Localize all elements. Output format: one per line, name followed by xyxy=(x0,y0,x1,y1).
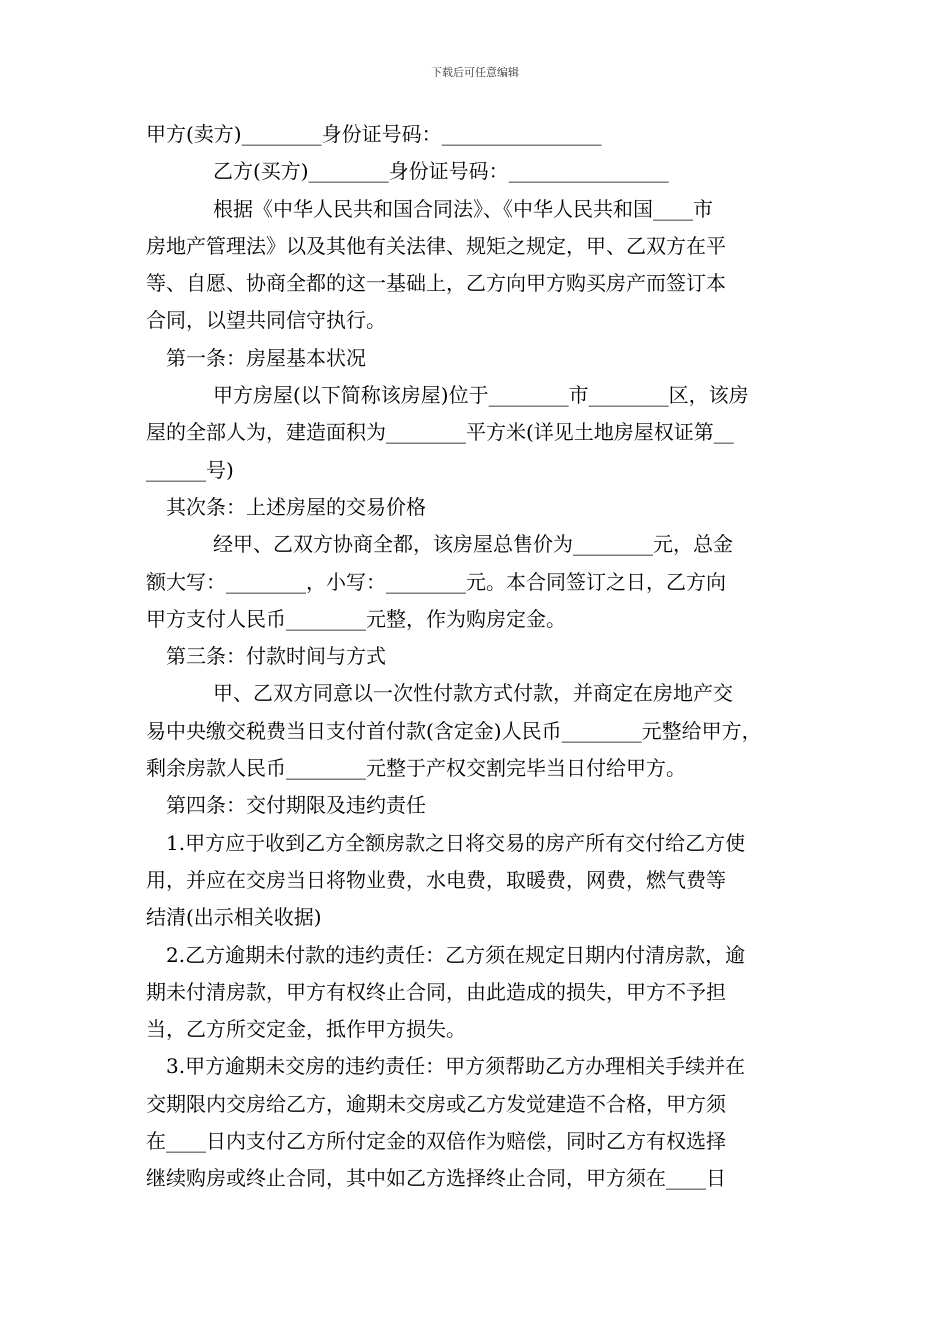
text-line: 甲方支付人民币________元整，作为购房定金。 xyxy=(146,606,566,631)
text-line: 乙方(买方)________身份证号码：________________ xyxy=(213,159,669,184)
text-line: 交期限内交房给乙方，逾期未交房或乙方发觉建造不合格，甲方须 xyxy=(146,1091,726,1116)
text-line: 合同，以望共同信守执行。 xyxy=(146,308,386,333)
text-line: 剩余房款人民币________元整于产权交割完毕当日付给甲方。 xyxy=(146,756,686,781)
text-line: 2.乙方逾期未付款的违约责任：乙方须在规定日期内付清房款，逾 xyxy=(166,942,746,967)
text-line: 用，并应在交房当日将物业费，水电费，取暖费，网费，燃气费等 xyxy=(146,867,726,892)
text-line: 额大写：________，小写：________元。本合同签订之日，乙方向 xyxy=(146,569,726,594)
text-line: 其次条：上述房屋的交易价格 xyxy=(166,494,426,519)
text-line: 继续购房或终止合同，其中如乙方选择终止合同，甲方须在____日 xyxy=(146,1166,726,1191)
text-line: 3.甲方逾期未交房的违约责任：甲方须帮助乙方办理相关手续并在 xyxy=(166,1054,746,1079)
text-line: 第一条：房屋基本状况 xyxy=(166,345,366,370)
text-line: 在____日内支付乙方所付定金的双倍作为赔偿，同时乙方有权选择 xyxy=(146,1129,726,1154)
text-line: 经甲、乙双方协商全都，该房屋总售价为________元，总金 xyxy=(213,532,733,557)
text-line: 易中央缴交税费当日支付首付款(含定金)人民币________元整给甲方， xyxy=(146,718,762,743)
text-line: 房地产管理法》以及其他有关法律、规矩之规定，甲、乙双方在平 xyxy=(146,233,726,258)
text-line: 1.甲方应于收到乙方全额房款之日将交易的房产所有交付给乙方使 xyxy=(166,830,746,855)
text-line: 结清(出示相关收据) xyxy=(146,905,322,930)
text-line: 甲方(卖方)________身份证号码：________________ xyxy=(146,122,602,146)
text-line: 根据《中华人民共和国合同法》、《中华人民共和国____市 xyxy=(213,196,713,221)
text-line: 第四条：交付期限及违约责任 xyxy=(166,793,426,818)
text-line: 屋的全部人为，建造面积为________平方米(详见土地房屋权证第__ xyxy=(146,420,734,445)
text-line: 第三条：付款时间与方式 xyxy=(166,644,386,669)
header-note: 下载后可任意编辑 xyxy=(431,66,519,79)
text-line: 当，乙方所交定金，抵作甲方损失。 xyxy=(146,1017,466,1042)
text-line: 甲、乙双方同意以一次性付款方式付款，并商定在房地产交 xyxy=(213,681,733,706)
text-line: 期未付清房款，甲方有权终止合同，由此造成的损失，甲方不予担 xyxy=(146,979,726,1004)
text-line: 等、自愿、协商全都的这一基础上，乙方向甲方购买房产而签订本 xyxy=(146,271,726,296)
text-line: 甲方房屋(以下简称该房屋)位于________市________区，该房 xyxy=(213,383,749,408)
contract-body xyxy=(146,116,822,1198)
text-line: ______号) xyxy=(146,457,234,482)
